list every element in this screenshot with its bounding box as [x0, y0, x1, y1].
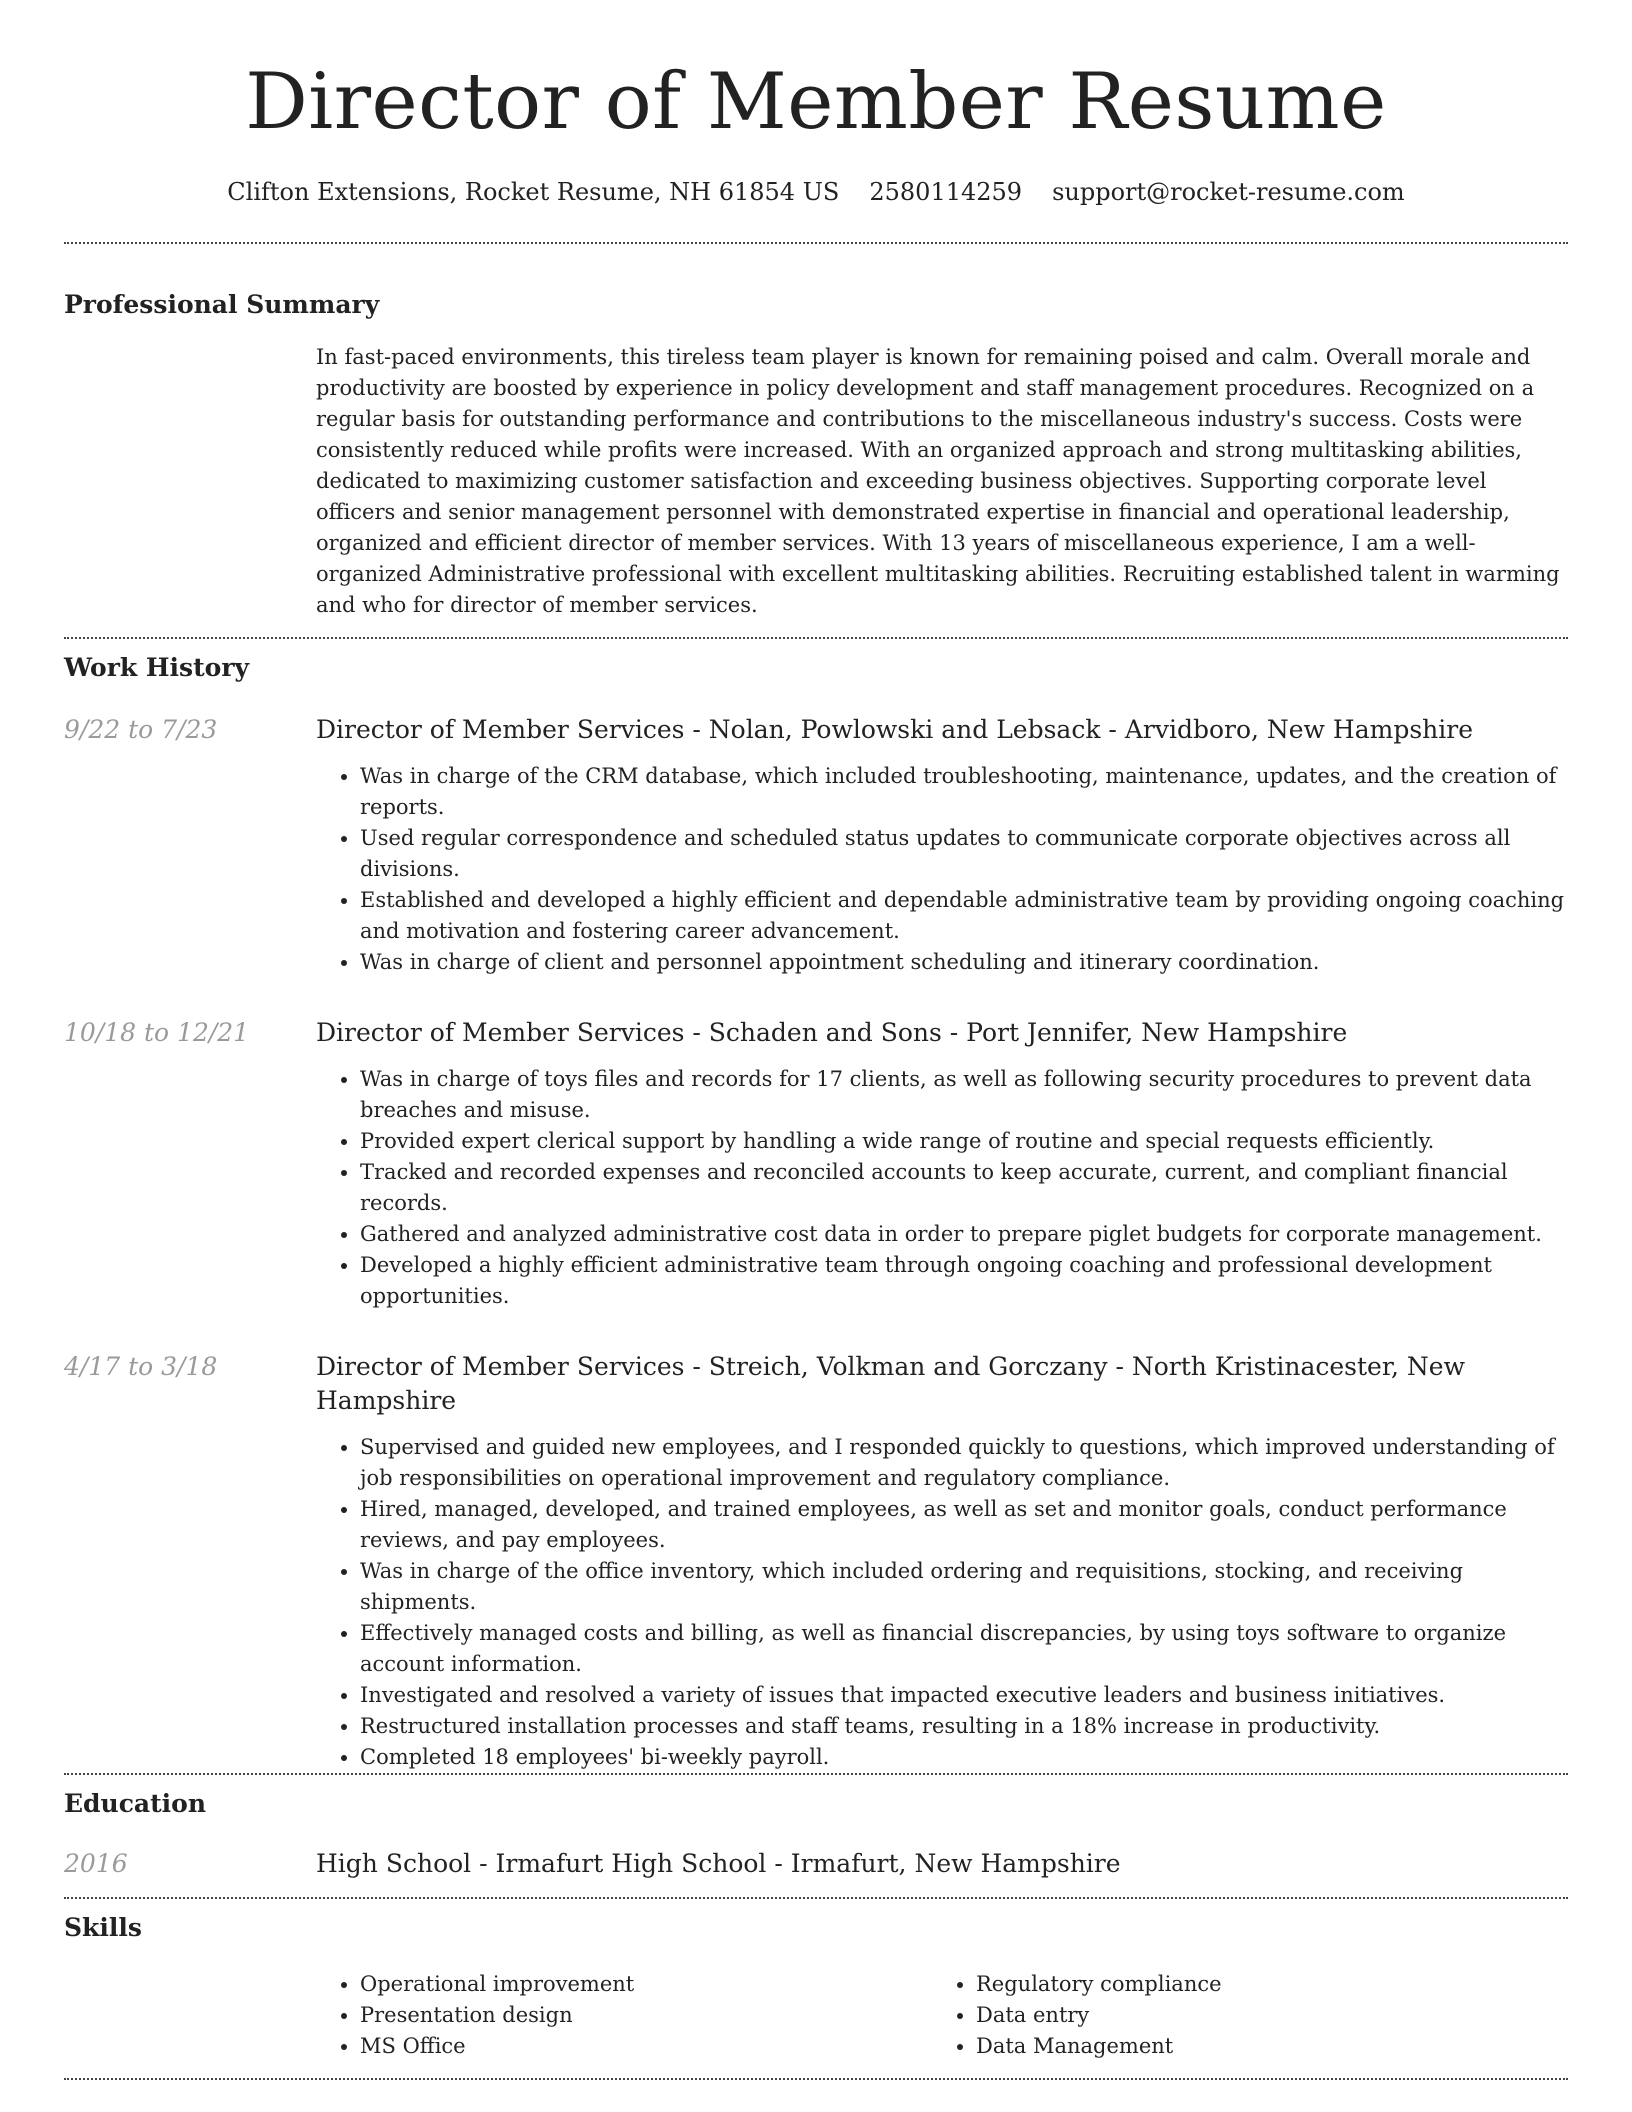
skills-heading: Skills	[64, 1913, 142, 1942]
job-entry	[64, 1350, 1568, 1773]
list-item: • Used regular correspondence and scheduled status updates to communicate corporate objectives across all divisions.	[360, 823, 1568, 885]
list-item: • Completed 18 employees' bi-weekly payroll.	[360, 1742, 1568, 1773]
skills-column-right	[932, 1969, 1548, 2062]
contact-line	[64, 176, 1568, 208]
list-item: • Developed a highly efficient administrative team through ongoing coaching and professional development opportunities.	[360, 1250, 1568, 1312]
job-title: Director of Member Services - Schaden and Sons - Port Jennifer, New Hampshire	[316, 1018, 1348, 1047]
job-dates: 9/22 to 7/23	[64, 715, 218, 744]
education-date: 2016	[64, 1849, 128, 1878]
education-entry	[64, 1847, 1568, 1881]
list-item: • Restructured installation processes and staff teams, resulting in a 18% increase in productivity.	[360, 1711, 1568, 1742]
job-entry	[64, 713, 1568, 978]
contact-address: Clifton Extensions, Rocket Resume, NH 61854 US	[227, 178, 840, 206]
list-item: • Hired, managed, developed, and trained employees, as well as set and monitor goals, conduct performance reviews, and pay employees.	[360, 1494, 1568, 1556]
skills-column-left	[316, 1969, 932, 2062]
list-item: • Effectively managed costs and billing, as well as financial discrepancies, by using toys software to organize account information.	[360, 1618, 1568, 1680]
job-bullets	[316, 761, 1568, 978]
job-entry	[64, 1016, 1568, 1312]
job-title: Director of Member Services - Streich, Volkman and Gorczany - North Kristinacester, New Hampshire	[316, 1352, 1465, 1415]
contact-email: support@rocket-resume.com	[1052, 178, 1405, 206]
list-item: • Operational improvement	[360, 1969, 932, 2000]
list-item: • Investigated and resolved a variety of issues that impacted executive leaders and business initiatives.	[360, 1680, 1568, 1711]
job-bullets	[316, 1064, 1568, 1312]
list-item: • Data Management	[976, 2031, 1548, 2062]
list-item: • Was in charge of client and personnel appointment scheduling and itinerary coordination.	[360, 947, 1568, 978]
summary-text: In fast-paced environments, this tireless team player is known for remaining poised and calm. Overall morale and productivity are boosted by experience in policy development and staff management procedures. Recognized on a regular basis for outstanding performance and contributions to the miscellaneous industry's success. Costs were consistently reduced while profits were increased. With an organized approach and strong multitasking abilities, dedicated to maximizing customer satisfaction and exceeding business objectives. Supporting corporate level officers and senior management personnel with demonstrated expertise in financial and operational leadership, organized and efficient director of member services. With 13 years of miscellaneous experience, I am a well-organized Administrative professional with excellent multitasking abilities. Recruiting established talent in warming and who for director of member services.	[316, 345, 1560, 617]
list-item: • Tracked and recorded expenses and reconciled accounts to keep accurate, current, and compliant financial records.	[360, 1157, 1568, 1219]
list-item: • MS Office	[360, 2031, 932, 2062]
job-dates: 10/18 to 12/21	[64, 1018, 250, 1047]
divider	[64, 242, 1568, 244]
job-title: Director of Member Services - Nolan, Powlowski and Lebsack - Arvidboro, New Hampshire	[316, 715, 1473, 744]
divider	[64, 1773, 1568, 1775]
divider	[64, 1897, 1568, 1899]
list-item: • Supervised and guided new employees, and I responded quickly to questions, which improved understanding of job responsibilities on operational improvement and regulatory compliance.	[360, 1432, 1568, 1494]
job-bullets	[316, 1432, 1568, 1773]
list-item: • Was in charge of toys files and records for 17 clients, as well as following security procedures to prevent data breaches and misuse.	[360, 1064, 1568, 1126]
work-history-heading: Work History	[64, 653, 250, 682]
list-item: • Data entry	[976, 2000, 1548, 2031]
list-item: • Was in charge of the office inventory, which included ordering and requisitions, stocking, and receiving shipments.	[360, 1556, 1568, 1618]
job-dates: 4/17 to 3/18	[64, 1352, 218, 1381]
list-item: • Presentation design	[360, 2000, 932, 2031]
list-item: • Established and developed a highly efficient and dependable administrative team by providing ongoing coaching and motivation and fostering career advancement.	[360, 885, 1568, 947]
divider	[64, 637, 1568, 639]
divider	[64, 2078, 1568, 2080]
skills-list	[316, 1969, 1568, 2062]
education-heading: Education	[64, 1789, 207, 1818]
list-item: • Provided expert clerical support by handling a wide range of routine and special requests efficiently.	[360, 1126, 1568, 1157]
summary-heading: Professional Summary	[64, 290, 380, 319]
contact-phone: 2580114259	[869, 178, 1023, 206]
education-detail: High School - Irmafurt High School - Irmafurt, New Hampshire	[316, 1849, 1121, 1878]
list-item: • Was in charge of the CRM database, which included troubleshooting, maintenance, updates, and the creation of reports.	[360, 761, 1568, 823]
list-item: • Gathered and analyzed administrative cost data in order to prepare piglet budgets for corporate management.	[360, 1219, 1568, 1250]
list-item: • Regulatory compliance	[976, 1969, 1548, 2000]
resume-title: Director of Member Resume	[245, 57, 1387, 147]
